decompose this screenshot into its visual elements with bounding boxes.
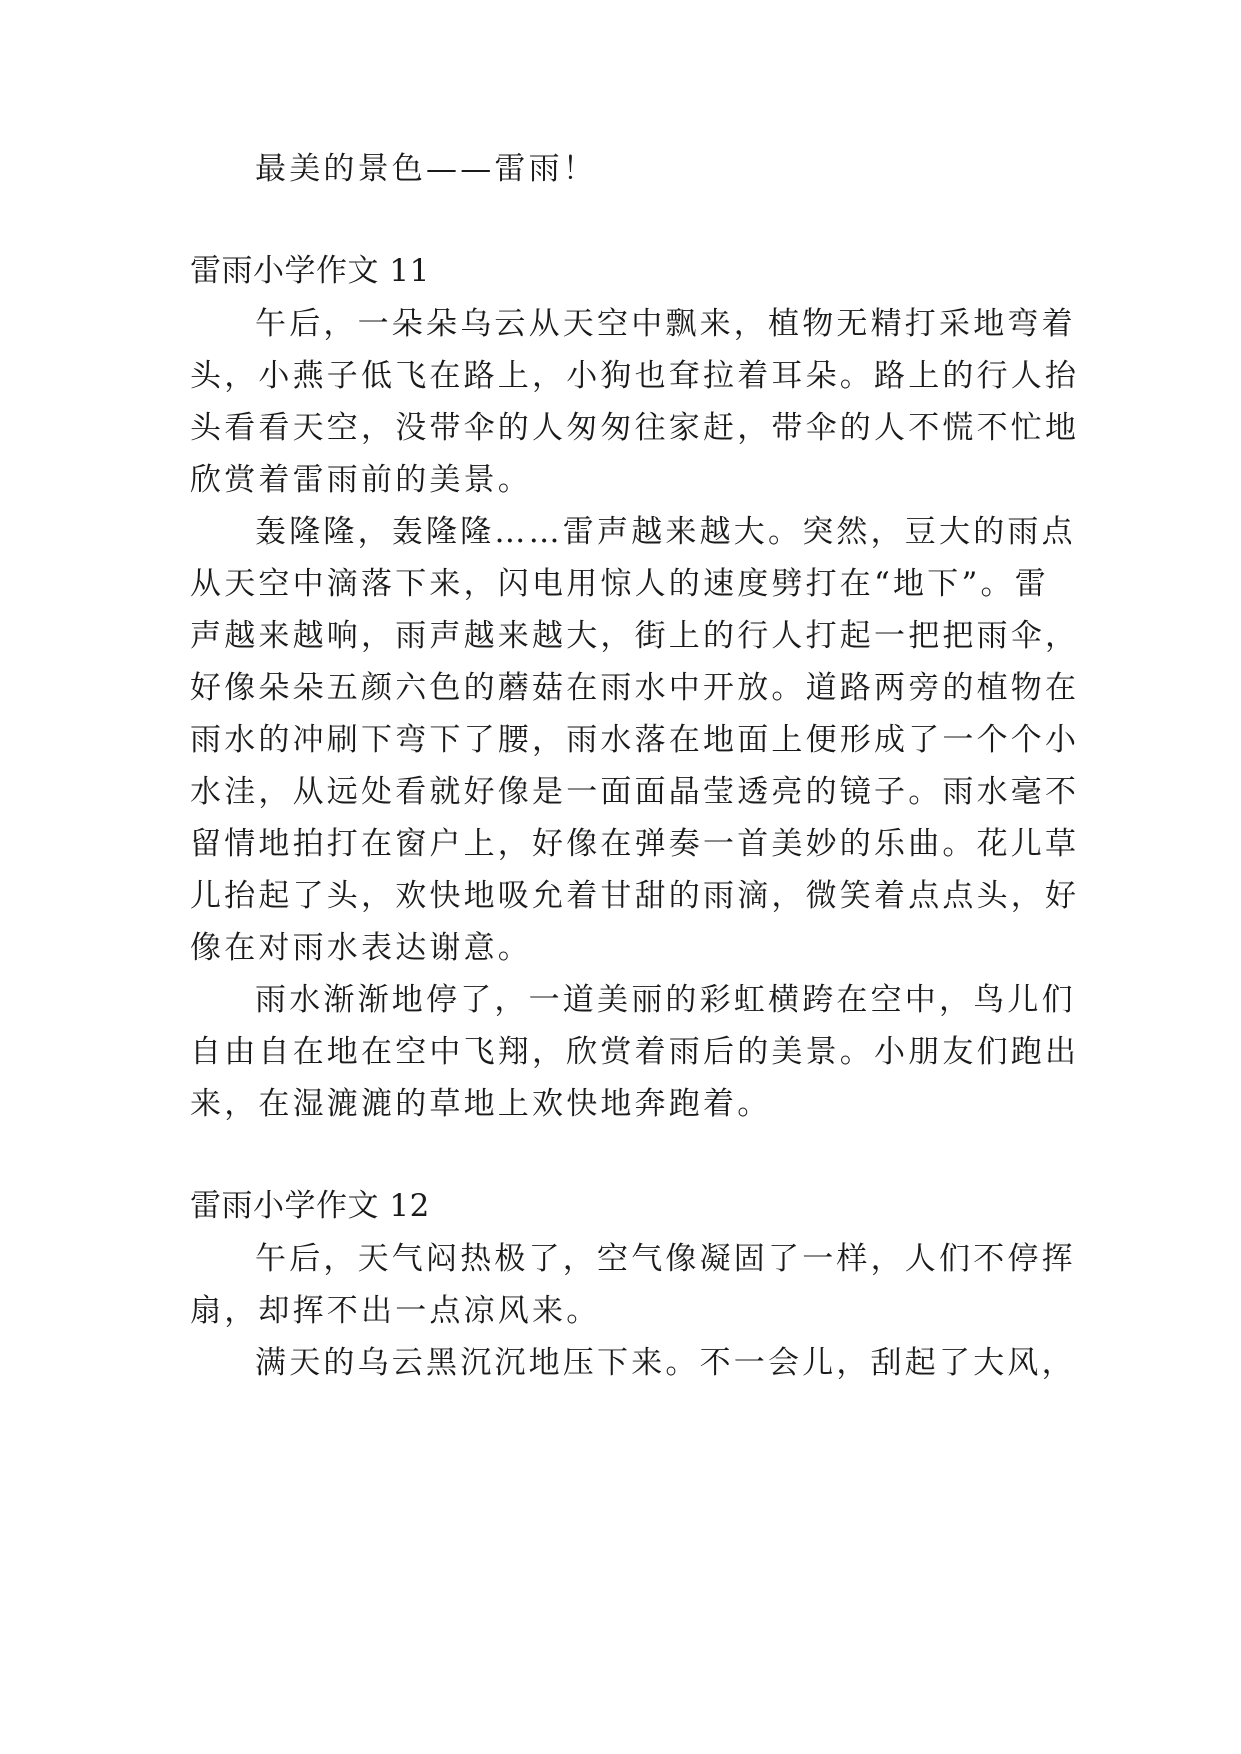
paragraph-line: 午后，天气闷热极了，空气像凝固了一样，人们不停挥 [255, 1241, 1076, 1277]
paragraph-line: 午后，一朵朵乌云从天空中飘来，植物无精打采地弯着 [255, 306, 1076, 342]
paragraph-line: 满天的乌云黑沉沉地压下来。不一会儿，刮起了大风， [255, 1345, 1076, 1381]
closing-line: 最美的景色——雷雨！ [255, 151, 597, 187]
paragraph-line: 扇，却挥不出一点凉风来。 [190, 1293, 601, 1329]
paragraph-line: 雨水的冲刷下弯下了腰，雨水落在地面上便形成了一个个小 [190, 722, 1080, 758]
paragraph-line: 像在对雨水表达谢意。 [190, 930, 532, 966]
paragraph-line: 来，在湿漉漉的草地上欢快地奔跑着。 [190, 1086, 772, 1122]
paragraph-line: 好像朵朵五颜六色的蘑菇在雨水中开放。道路两旁的植物在 [190, 670, 1080, 706]
paragraph-line: 头，小燕子低飞在路上，小狗也耷拉着耳朵。路上的行人抬 [190, 358, 1080, 394]
paragraph-line: 留情地拍打在窗户上，好像在弹奏一首美妙的乐曲。花儿草 [190, 826, 1080, 862]
paragraph-line: 从天空中滴落下来，闪电用惊人的速度劈打在“地下”。雷 [190, 566, 1049, 602]
section-title: 雷雨小学作文 11 [190, 253, 430, 289]
paragraph-line: 头看看天空，没带伞的人匆匆往家赶，带伞的人不慌不忙地 [190, 410, 1080, 446]
paragraph-line: 儿抬起了头，欢快地吸允着甘甜的雨滴，微笑着点点头，好 [190, 878, 1080, 914]
paragraph-line: 轰隆隆，轰隆隆……雷声越来越大。突然，豆大的雨点 [255, 514, 1076, 550]
paragraph-line: 声越来越响，雨声越来越大，街上的行人打起一把把雨伞， [190, 618, 1080, 654]
paragraph-line: 自由自在地在空中飞翔，欣赏着雨后的美景。小朋友们跑出 [190, 1034, 1080, 1070]
section-title: 雷雨小学作文 12 [190, 1188, 430, 1224]
paragraph-line: 欣赏着雷雨前的美景。 [190, 462, 532, 498]
paragraph-line: 雨水渐渐地停了，一道美丽的彩虹横跨在空中，鸟儿们 [255, 982, 1076, 1018]
paragraph-line: 水洼，从远处看就好像是一面面晶莹透亮的镜子。雨水毫不 [190, 774, 1080, 810]
